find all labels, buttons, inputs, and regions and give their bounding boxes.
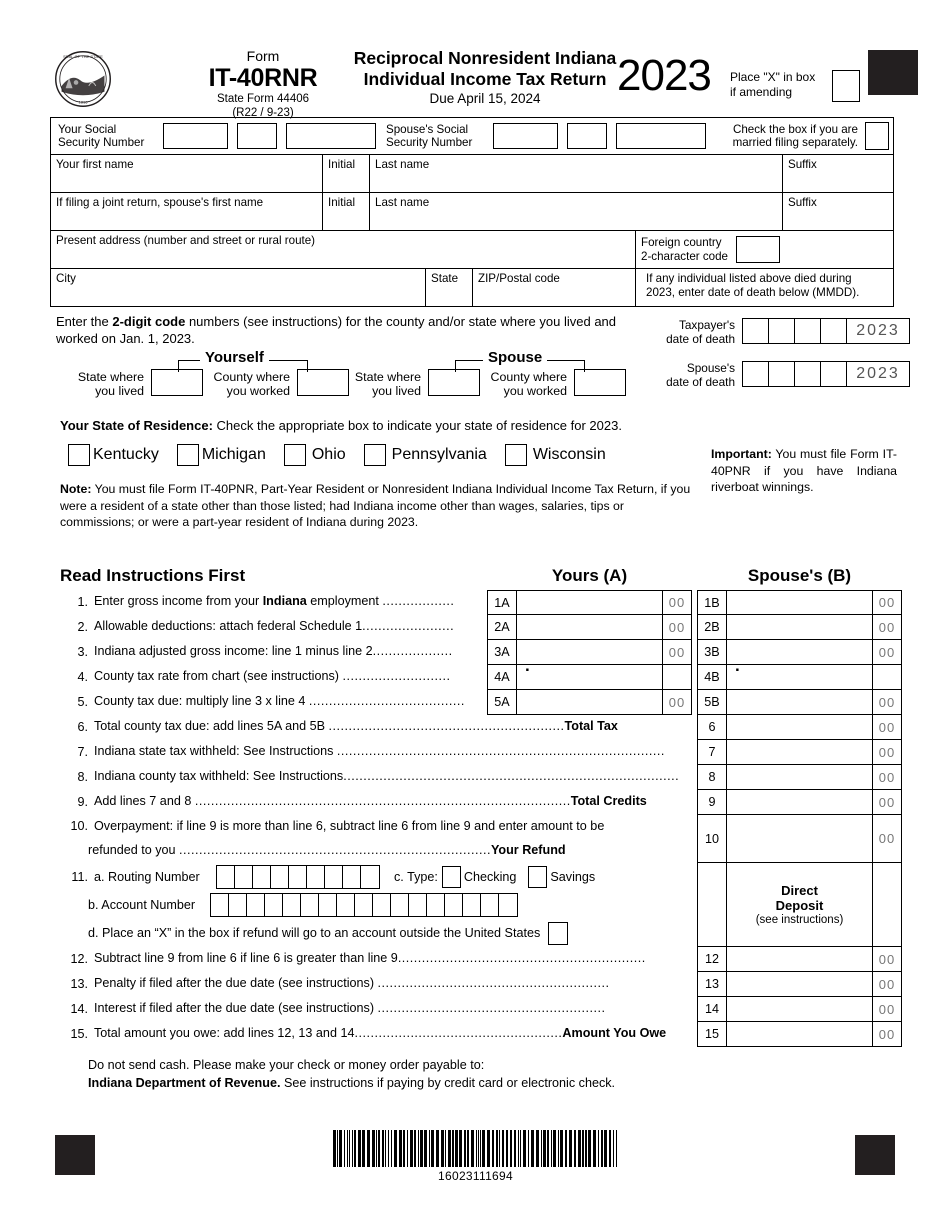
spouse-county-worked-input[interactable] bbox=[574, 369, 626, 396]
direct-deposit-line3: (see instructions) bbox=[755, 913, 844, 926]
residence-option-michigan[interactable]: Michigan bbox=[177, 444, 284, 466]
routing-number-input[interactable] bbox=[216, 865, 380, 889]
svg-text:SEAL OF THE STATE: SEAL OF THE STATE bbox=[63, 54, 103, 60]
your-last-name-field[interactable]: Last name bbox=[370, 155, 783, 192]
amount-row-5A bbox=[487, 690, 692, 715]
amount-row-1A bbox=[487, 590, 692, 615]
line-row-1 bbox=[60, 590, 485, 615]
form-due-date: Due April 15, 2024 bbox=[429, 91, 541, 106]
line-tag-14: 14 bbox=[698, 997, 727, 1021]
line-description: Overpayment: if line 9 is more than line 6, subtract line 6 from line 9 and enter amount to be bbox=[94, 819, 605, 833]
city-row bbox=[51, 269, 893, 306]
residence-note: Note: You must file Form IT-40PNR, Part-Year Resident or Nonresident Indiana Individual Income Tax Return, if you were a resident of a state other than those listed; had Indiana income other than wages, salaries, tips or commissions; or were a part-year resident of Indiana during 2023. bbox=[60, 482, 691, 529]
taxpayer-dod-label: Taxpayer's date of death bbox=[666, 318, 735, 346]
address-row bbox=[51, 231, 893, 269]
residence-option-kentucky[interactable]: Kentucky bbox=[68, 444, 177, 466]
line-row-9 bbox=[60, 790, 697, 815]
form-title-line2: Individual Income Tax Return bbox=[363, 69, 607, 89]
line-row-12 bbox=[60, 947, 697, 972]
line-row-2 bbox=[60, 615, 485, 640]
amount-row-14 bbox=[697, 997, 902, 1022]
spouse-state-lived-input[interactable] bbox=[428, 369, 480, 396]
state-form-number: State Form 44406 bbox=[216, 93, 310, 105]
line-tag-7: 7 bbox=[698, 740, 727, 764]
cents-12: 00 bbox=[872, 947, 901, 971]
line-number: 14. bbox=[70, 1002, 88, 1016]
digit-cell[interactable] bbox=[343, 866, 361, 888]
line-number: 8. bbox=[77, 770, 88, 784]
line-tag-3B: 3B bbox=[698, 640, 727, 664]
cents-4A bbox=[662, 665, 691, 689]
residence-option-pennsylvania[interactable]: Pennsylvania bbox=[364, 444, 505, 466]
amount-row-13 bbox=[697, 972, 902, 997]
spouse-dod-label: Spouse's date of death bbox=[666, 361, 735, 389]
identity-block bbox=[50, 117, 894, 307]
spouse-ssn-label: Spouse's Social Security Number bbox=[386, 123, 473, 149]
digit-cell[interactable] bbox=[253, 866, 271, 888]
cents-9: 00 bbox=[872, 790, 901, 814]
line-description: Total amount you owe: add lines 12, 13 and 14....................................................Amount You Owe bbox=[94, 1026, 667, 1040]
digit-cell[interactable] bbox=[247, 894, 265, 916]
tax-lines-table bbox=[60, 590, 896, 1092]
svg-text:1816: 1816 bbox=[78, 99, 88, 105]
amount-row-15 bbox=[697, 1022, 902, 1047]
amount-row-1B bbox=[697, 590, 902, 615]
form-title-block bbox=[330, 48, 640, 108]
form-header bbox=[50, 48, 902, 119]
payment-instructions-line2: Indiana Department of Revenue. See instructions if paying by credit card or electronic check. bbox=[88, 1076, 616, 1090]
dod-year: 2023 bbox=[856, 365, 900, 382]
cents-8: 00 bbox=[872, 765, 901, 789]
line-description-cont: refunded to you ..............................................................................Your Refund bbox=[88, 843, 566, 857]
spouse-suffix-field[interactable]: Suffix bbox=[788, 196, 817, 209]
line-10 bbox=[60, 815, 896, 863]
scan-marker-top-right bbox=[868, 50, 918, 95]
amount-row-10 bbox=[697, 815, 902, 863]
line-row-8 bbox=[60, 765, 697, 790]
direct-deposit-line2: Deposit bbox=[775, 897, 824, 913]
digit-cell[interactable] bbox=[337, 894, 355, 916]
line-tag-5B: 5B bbox=[698, 690, 727, 714]
important-note: Important: You must file Form IT-40PNR if you have Indiana riverboat winnings. bbox=[711, 447, 897, 494]
state-field[interactable]: State bbox=[426, 269, 473, 306]
decimal-point: . bbox=[735, 656, 740, 675]
taxpayer-dod-input[interactable] bbox=[742, 318, 910, 344]
tax-year: 2023 bbox=[617, 51, 711, 100]
line-tag-12: 12 bbox=[698, 947, 727, 971]
kentucky-checkbox[interactable] bbox=[68, 444, 90, 466]
dod-digit[interactable] bbox=[769, 362, 795, 386]
digit-cell[interactable] bbox=[499, 894, 517, 916]
your-ssn-part3-input[interactable] bbox=[286, 123, 376, 149]
line-description: Interest if filed after the due date (see instructions) ......................................................... bbox=[94, 1001, 606, 1015]
amount-row-2B bbox=[697, 615, 902, 640]
direct-deposit-label bbox=[727, 883, 872, 927]
line-tag-9: 9 bbox=[698, 790, 727, 814]
line-number: 3. bbox=[77, 645, 88, 659]
digit-cell[interactable] bbox=[361, 866, 379, 888]
your-suffix-field[interactable]: Suffix bbox=[788, 158, 817, 171]
dod-digit[interactable] bbox=[743, 362, 769, 386]
account-number-row bbox=[60, 891, 697, 919]
line-row-7 bbox=[60, 740, 697, 765]
direct-deposit-line1: Direct bbox=[781, 882, 818, 898]
outside-us-row bbox=[60, 919, 697, 947]
ssn-row bbox=[51, 118, 893, 155]
form-word: Form bbox=[246, 48, 280, 64]
cents-2B: 00 bbox=[872, 615, 901, 639]
line-description: Indiana state tax withheld: See Instructions .................................................................................. bbox=[94, 744, 665, 758]
cents-6: 00 bbox=[872, 715, 901, 739]
your-first-name-field[interactable]: Your first name bbox=[51, 155, 323, 192]
line-tag-8: 8 bbox=[698, 765, 727, 789]
digit-cell[interactable] bbox=[391, 894, 409, 916]
digit-cell[interactable] bbox=[307, 866, 325, 888]
ohio-checkbox[interactable] bbox=[284, 444, 306, 466]
savings-label: Savings bbox=[550, 870, 596, 884]
form-revision: (R22 / 9-23) bbox=[232, 107, 294, 119]
line-tag-4B: 4B bbox=[698, 665, 727, 689]
your-ssn-part1-input[interactable] bbox=[163, 123, 228, 149]
lines-1-to-5 bbox=[60, 590, 896, 715]
spouse-first-name-field[interactable]: If filing a joint return, spouse's first name bbox=[51, 193, 323, 230]
city-field[interactable]: City bbox=[51, 269, 426, 306]
line-description: County tax due: multiply line 3 x line 4 ....................................... bbox=[94, 694, 465, 708]
line-number: 12. bbox=[70, 952, 88, 966]
amount-row-7 bbox=[697, 740, 902, 765]
michigan-checkbox[interactable] bbox=[177, 444, 199, 466]
barcode-block bbox=[318, 1130, 633, 1183]
dod-digit[interactable] bbox=[795, 319, 821, 343]
amount-row-4A bbox=[487, 656, 692, 690]
your-ssn-part2-input[interactable] bbox=[237, 123, 277, 149]
your-ssn-fields bbox=[158, 120, 381, 152]
dod-digit[interactable] bbox=[821, 319, 847, 343]
residence-option-ohio[interactable]: Ohio bbox=[284, 444, 364, 466]
checking-label: Checking bbox=[463, 870, 517, 884]
line-tag-5A: 5A bbox=[488, 690, 517, 714]
line-tag-6: 6 bbox=[698, 715, 727, 739]
digit-cell[interactable] bbox=[355, 894, 373, 916]
yourself-county-worked-input[interactable] bbox=[297, 369, 349, 396]
digit-cell[interactable] bbox=[283, 894, 301, 916]
amount-row-12 bbox=[697, 947, 902, 972]
amend-label-line2: if amending bbox=[730, 85, 793, 99]
line-description: County tax rate from chart (see instructions) ........................... bbox=[94, 669, 451, 683]
lines-6-to-9 bbox=[60, 715, 896, 815]
your-name-row bbox=[51, 155, 893, 193]
foreign-country-code-input[interactable] bbox=[736, 236, 780, 263]
line-tag-4A: 4A bbox=[488, 665, 517, 689]
cents-1A: 00 bbox=[662, 591, 691, 614]
line-row-10a bbox=[60, 815, 697, 839]
account-number-label: b. Account Number bbox=[88, 898, 196, 912]
amount-row-8 bbox=[697, 765, 902, 790]
payment-instructions bbox=[88, 1056, 896, 1092]
cents-15: 00 bbox=[872, 1022, 901, 1046]
date-of-death-notice: If any individual listed above died during 2023, enter date of death below (MMDD). bbox=[646, 272, 860, 299]
foreign-country-group bbox=[636, 231, 893, 268]
direct-deposit-tag bbox=[698, 863, 727, 946]
line-tag-1B: 1B bbox=[698, 591, 727, 614]
digit-grid[interactable] bbox=[216, 865, 380, 889]
yourself-title: Yourself bbox=[200, 349, 269, 366]
spouse-dod-input[interactable] bbox=[742, 361, 910, 387]
line-tag-3A: 3A bbox=[488, 640, 517, 664]
checking-checkbox[interactable] bbox=[442, 866, 461, 888]
digit-cell[interactable] bbox=[373, 894, 391, 916]
line-description: Total county tax due: add lines 5A and 5B ...........................................................Total Tax bbox=[94, 719, 618, 733]
zip-field[interactable]: ZIP/Postal code bbox=[473, 269, 636, 306]
outside-us-checkbox[interactable] bbox=[548, 922, 568, 945]
line-tag-2A: 2A bbox=[488, 615, 517, 639]
spouse-name-row bbox=[51, 193, 893, 231]
digit-cell[interactable] bbox=[217, 866, 235, 888]
digit-cell[interactable] bbox=[427, 894, 445, 916]
married-separately-label: Check the box if you are married filing separately. bbox=[732, 123, 858, 149]
dod-digit[interactable] bbox=[795, 362, 821, 386]
indiana-state-seal-icon bbox=[54, 50, 112, 108]
column-b-header: Spouse's (B) bbox=[747, 566, 852, 585]
scan-marker-bottom-right bbox=[855, 1135, 895, 1175]
line-number: 10. bbox=[70, 819, 88, 833]
dod-digit[interactable] bbox=[743, 319, 769, 343]
line-number: 11. bbox=[71, 870, 88, 884]
amount-row-9 bbox=[697, 790, 902, 815]
cents-5B: 00 bbox=[872, 690, 901, 714]
spouse-county-worked-label: County where you worked bbox=[490, 370, 567, 398]
line-description: Add lines 7 and 8 ..............................................................................................Total Credits bbox=[94, 794, 647, 808]
married-separately-checkbox[interactable] bbox=[865, 122, 889, 150]
county-code-instruction: Enter the 2-digit code numbers (see instructions) for the county and/or state where you lived and worked on Jan. 1, 2023. bbox=[56, 314, 617, 346]
line-number: 5. bbox=[77, 695, 88, 709]
digit-cell[interactable] bbox=[409, 894, 427, 916]
residence-heading: Your State of Residence: Check the appropriate box to indicate your state of residence for 2023. bbox=[60, 418, 622, 433]
column-a-header: Yours (A) bbox=[551, 566, 628, 585]
amount-row-3A bbox=[487, 640, 692, 665]
amount-row-5B bbox=[697, 690, 902, 715]
digit-cell[interactable] bbox=[271, 866, 289, 888]
line-description: Indiana adjusted gross income: line 1 minus line 2.................... bbox=[94, 644, 453, 658]
line-number: 13. bbox=[70, 977, 88, 991]
line-number: 4. bbox=[77, 670, 88, 684]
account-number-input[interactable] bbox=[210, 893, 518, 917]
line-tag-15: 15 bbox=[698, 1022, 727, 1046]
decimal-point: . bbox=[525, 656, 530, 675]
line-description: Subtract line 9 from line 6 if line 6 is greater than line 9.............................................................. bbox=[94, 951, 646, 965]
spouse-ssn-fields bbox=[488, 120, 711, 152]
yourself-state-lived-label: State where you lived bbox=[77, 370, 144, 398]
digit-cell[interactable] bbox=[445, 894, 463, 916]
cents-10: 00 bbox=[872, 815, 901, 862]
line-number: 6. bbox=[77, 720, 88, 734]
amend-checkbox[interactable] bbox=[832, 70, 860, 102]
spouse-initial-field[interactable]: Initial bbox=[323, 193, 370, 230]
spouse-title: Spouse bbox=[483, 349, 547, 366]
married-separately-group bbox=[711, 119, 893, 153]
digit-cell[interactable] bbox=[229, 894, 247, 916]
payment-instructions-line1: Do not send cash. Please make your check or money order payable to: bbox=[88, 1058, 485, 1072]
dod-year: 2023 bbox=[856, 322, 900, 339]
line-number: 7. bbox=[77, 745, 88, 759]
line-11-direct-deposit bbox=[60, 863, 896, 947]
digit-cell[interactable] bbox=[211, 894, 229, 916]
account-type-label: c. Type: bbox=[394, 870, 438, 884]
your-initial-field[interactable]: Initial bbox=[323, 155, 370, 192]
your-ssn-label: Your Social Security Number bbox=[58, 123, 145, 149]
amend-label-line1: Place "X" in box bbox=[730, 70, 816, 84]
form-title-line1: Reciprocal Nonresident Indiana bbox=[353, 48, 617, 68]
spouse-ssn-part2-input[interactable] bbox=[567, 123, 607, 149]
digit-cell[interactable] bbox=[301, 894, 319, 916]
cents-2A: 00 bbox=[662, 615, 691, 639]
savings-checkbox[interactable] bbox=[528, 866, 547, 888]
foreign-country-label: Foreign country 2-character code bbox=[641, 236, 728, 263]
cents-4B bbox=[872, 665, 901, 689]
amend-label bbox=[730, 70, 815, 100]
direct-deposit-cents bbox=[872, 863, 901, 946]
amount-row-4B bbox=[697, 656, 902, 690]
dod-digit[interactable] bbox=[821, 362, 847, 386]
yourself-state-lived-input[interactable] bbox=[151, 369, 203, 396]
digit-cell[interactable] bbox=[265, 894, 283, 916]
dod-digit[interactable] bbox=[769, 319, 795, 343]
line-description: Indiana county tax withheld: See Instructions.................................................................................... bbox=[94, 769, 680, 783]
line-row-13 bbox=[60, 972, 697, 997]
line-row-3 bbox=[60, 640, 485, 665]
outside-us-label: d. Place an “X” in the box if refund will go to an account outside the United States bbox=[88, 926, 541, 940]
line-row-14 bbox=[60, 997, 697, 1022]
amount-row-2A bbox=[487, 615, 692, 640]
read-instructions-heading: Read Instructions First bbox=[60, 566, 246, 585]
routing-number-row bbox=[60, 863, 697, 891]
line-description: Allowable deductions: attach federal Schedule 1....................... bbox=[94, 619, 455, 633]
line-tag-13: 13 bbox=[698, 972, 727, 996]
scan-marker-bottom-left bbox=[55, 1135, 95, 1175]
barcode-image bbox=[318, 1130, 633, 1167]
line-row-15 bbox=[60, 1022, 697, 1047]
routing-number-label: a. Routing Number bbox=[94, 870, 200, 884]
line-number: 9. bbox=[77, 795, 88, 809]
wisconsin-checkbox[interactable] bbox=[505, 444, 527, 466]
line-description: Enter gross income from your Indiana employment .................. bbox=[94, 594, 455, 608]
line-tag-2B: 2B bbox=[698, 615, 727, 639]
spouse-last-name-field[interactable]: Last name bbox=[370, 193, 783, 230]
digit-cell[interactable] bbox=[325, 866, 343, 888]
cents-5A: 00 bbox=[662, 690, 691, 714]
amount-row-6 bbox=[697, 715, 902, 740]
form-number: IT-40RNR bbox=[208, 64, 318, 92]
cents-1B: 00 bbox=[872, 591, 901, 614]
residence-option-wisconsin[interactable]: Wisconsin bbox=[505, 444, 624, 466]
cents-14: 00 bbox=[872, 997, 901, 1021]
amount-row-3B bbox=[697, 640, 902, 665]
digit-grid[interactable] bbox=[210, 893, 518, 917]
pennsylvania-checkbox[interactable] bbox=[364, 444, 386, 466]
line-tag-1A: 1A bbox=[488, 591, 517, 614]
state-of-residence-group bbox=[68, 444, 624, 466]
spouse-ssn-part1-input[interactable] bbox=[493, 123, 558, 149]
line-number: 2. bbox=[77, 620, 88, 634]
direct-deposit-box bbox=[697, 863, 902, 947]
line-tag-10: 10 bbox=[698, 815, 727, 862]
digit-cell[interactable] bbox=[463, 894, 481, 916]
barcode-number: 16023111694 bbox=[438, 1169, 513, 1183]
present-address-field[interactable]: Present address (number and street or rural route) bbox=[51, 231, 636, 268]
spouse-state-lived-label: State where you lived bbox=[354, 370, 421, 398]
cents-3B: 00 bbox=[872, 640, 901, 664]
line-row-4 bbox=[60, 665, 485, 690]
digit-cell[interactable] bbox=[235, 866, 253, 888]
digit-cell[interactable] bbox=[289, 866, 307, 888]
digit-cell[interactable] bbox=[319, 894, 337, 916]
cents-7: 00 bbox=[872, 740, 901, 764]
digit-cell[interactable] bbox=[481, 894, 499, 916]
line-row-10b bbox=[60, 839, 697, 863]
spouse-ssn-part3-input[interactable] bbox=[616, 123, 706, 149]
line-number: 1. bbox=[77, 595, 88, 609]
line-row-5 bbox=[60, 690, 485, 715]
line-number: 15. bbox=[70, 1027, 88, 1041]
cents-3A: 00 bbox=[662, 640, 691, 664]
line-row-6 bbox=[60, 715, 697, 740]
line-description: Penalty if filed after the due date (see instructions) .......................................................... bbox=[94, 976, 610, 990]
yourself-county-worked-label: County where you worked bbox=[213, 370, 290, 398]
cents-13: 00 bbox=[872, 972, 901, 996]
lines-12-to-15 bbox=[60, 947, 896, 1047]
